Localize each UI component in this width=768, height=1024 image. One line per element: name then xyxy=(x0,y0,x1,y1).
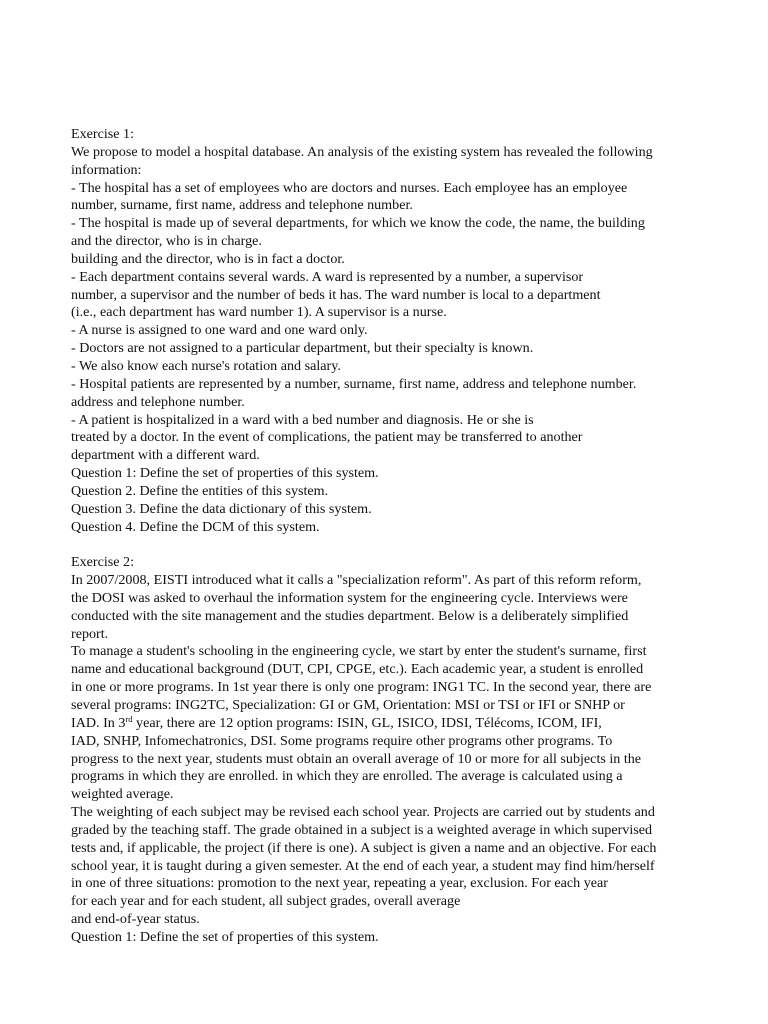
text-line: (i.e., each department has ward number 1). A supervisor is a nurse. xyxy=(71,304,447,321)
document-page xyxy=(71,126,701,947)
text-line: report. xyxy=(71,625,109,642)
exercise-2-body xyxy=(71,572,701,947)
question-line: Question 1: Define the set of properties of this system. xyxy=(71,465,379,482)
text-line: the DOSI was asked to overhaul the information system for the engineering cycle. Interviews were xyxy=(71,589,628,606)
text-line: in one of three situations: promotion to the next year, repeating a year, exclusion. For each year xyxy=(71,875,608,892)
text-line: - Hospital patients are represented by a number, surname, first name, address and telephone number. xyxy=(71,375,637,392)
text-line: conducted with the site management and the studies department. Below is a deliberately simplified xyxy=(71,607,629,624)
text-line: for each year and for each student, all subject grades, overall average xyxy=(71,893,461,910)
exercise-1-body xyxy=(71,144,701,537)
text-line: - A patient is hospitalized in a ward with a bed number and diagnosis. He or she is xyxy=(71,411,534,428)
text-line: - Doctors are not assigned to a particular department, but their specialty is known. xyxy=(71,340,534,357)
text-fragment: year, there are 12 option programs: ISIN, GL, ISICO, IDSI, Télécoms, ICOM, IFI, xyxy=(132,714,602,731)
question-line: Question 4. Define the DCM of this system. xyxy=(71,518,320,535)
question-line: Question 1: Define the set of properties of this system. xyxy=(71,928,379,945)
question-line: Question 3. Define the data dictionary of this system. xyxy=(71,500,372,517)
text-line: school year, it is taught during a given semester. At the end of each year, a student may find him/herself xyxy=(71,857,655,874)
text-line: address and telephone number. xyxy=(71,393,245,410)
text-line: progress to the next year, students must obtain an overall average of 10 or more for all subjects in the xyxy=(71,750,642,767)
text-line: programs in which they are enrolled. in which they are enrolled. The average is calculated using a xyxy=(71,768,623,785)
text-line: number, a supervisor and the number of beds it has. The ward number is local to a department xyxy=(71,286,601,303)
text-line: building and the director, who is in fact a doctor. xyxy=(71,250,345,267)
text-line: graded by the teaching staff. The grade obtained in a subject is a weighted average in which supervised xyxy=(71,821,653,838)
text-line: IAD, SNHP, Infomechatronics, DSI. Some programs require other programs other programs. To xyxy=(71,732,613,749)
text-line: The weighting of each subject may be revised each school year. Projects are carried out by students and xyxy=(71,804,655,821)
text-line: - The hospital has a set of employees who are doctors and nurses. Each employee has an employee xyxy=(71,179,628,196)
ordinal-superscript: rd xyxy=(125,713,133,724)
question-line: Question 2. Define the entities of this system. xyxy=(71,482,329,499)
exercise-1-title: Exercise 1: xyxy=(71,126,135,142)
text-line: To manage a student's schooling in the engineering cycle, we start by enter the student's surname, first xyxy=(71,643,647,660)
text-line: department with a different ward. xyxy=(71,447,260,464)
text-line-with-superscript xyxy=(71,715,701,733)
text-line: treated by a doctor. In the event of complications, the patient may be transferred to another xyxy=(71,429,583,446)
text-line: information: xyxy=(71,161,142,178)
text-fragment: IAD. In 3 xyxy=(71,714,126,731)
text-line: - Each department contains several wards. A ward is represented by a number, a supervisor xyxy=(71,268,584,285)
text-line: several programs: ING2TC, Specialization: GI or GM, Orientation: MSI or TSI or IFI or SNHP or xyxy=(71,697,625,713)
text-line: tests and, if applicable, the project (if there is one). A subject is given a name and an objective. For each xyxy=(71,839,657,856)
text-line: In 2007/2008, EISTI introduced what it calls a "specialization reform". As part of this reform reform, xyxy=(71,572,642,589)
text-line: weighted average. xyxy=(71,786,174,803)
text-line: and end-of-year status. xyxy=(71,911,200,928)
text-line: in one or more programs. In 1st year there is only one program: ING1 TC. In the second year, there are xyxy=(71,679,652,696)
exercise-2-title: Exercise 2: xyxy=(71,554,135,571)
text-line: number, surname, first name, address and telephone number. xyxy=(71,197,413,214)
text-line: We propose to model a hospital database. An analysis of the existing system has revealed the following xyxy=(71,143,653,160)
text-line: - The hospital is made up of several departments, for which we know the code, the name, the building xyxy=(71,215,645,232)
text-line: and the director, who is in charge. xyxy=(71,233,262,250)
text-line: - A nurse is assigned to one ward and one ward only. xyxy=(71,322,368,339)
text-line: - We also know each nurse's rotation and salary. xyxy=(71,357,341,374)
paragraph-gap xyxy=(71,536,701,554)
text-line: name and educational background (DUT, CPI, CPGE, etc.). Each academic year, a student is enrolled xyxy=(71,661,644,678)
